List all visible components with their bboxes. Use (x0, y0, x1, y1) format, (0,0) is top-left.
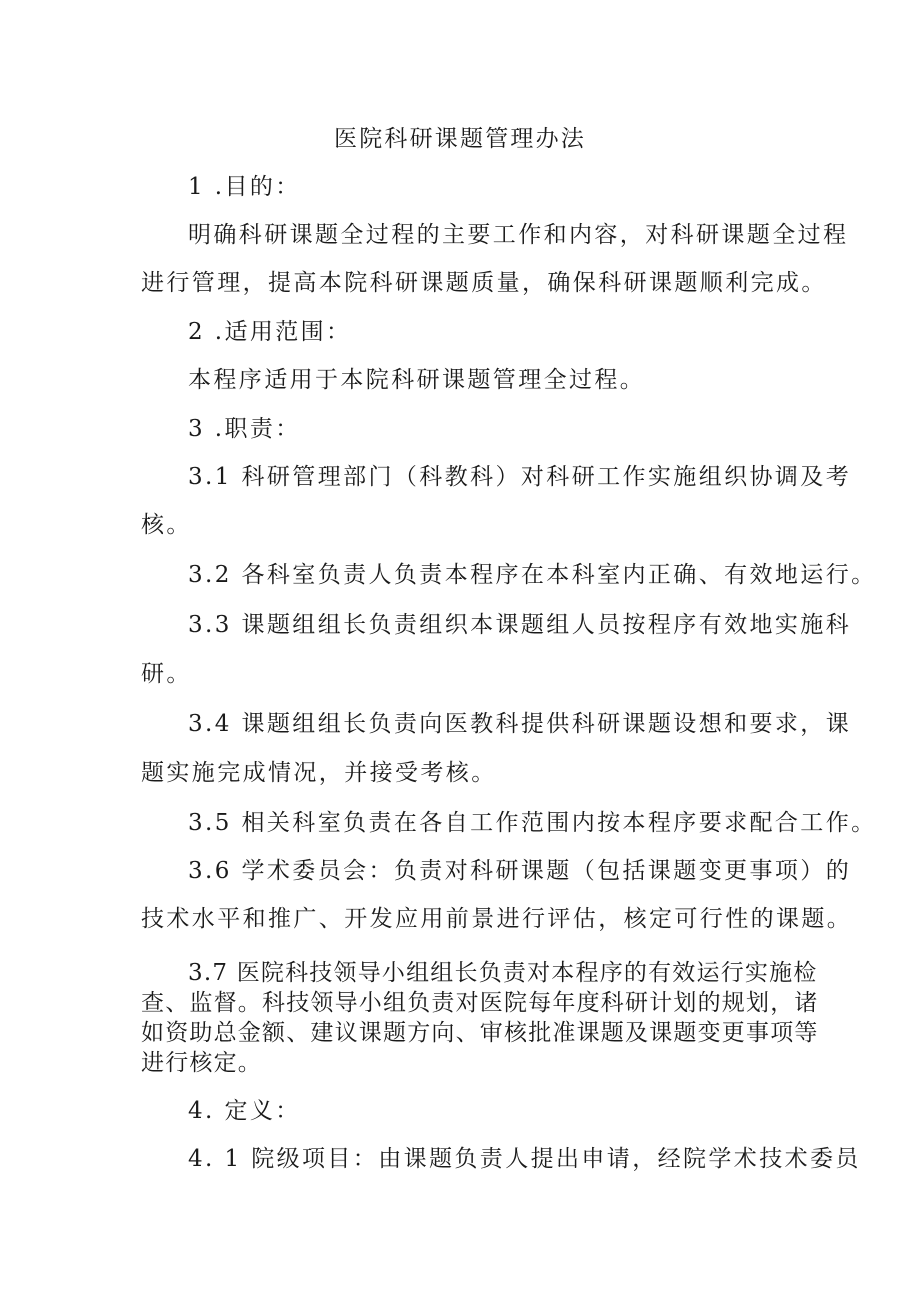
paragraph-line: 技术水平和推广、开发应用前景进行评估，核定可行性的课题。 (141, 906, 853, 932)
section-1-heading: 1 .目的： (188, 174, 301, 200)
paragraph-line: 3.2 各科室负责人负责本程序在本科室内正确、有效地运行。 (188, 562, 877, 588)
paragraph-line: 核。 (141, 512, 192, 538)
section-4-heading: 4. 定义： (188, 1098, 301, 1124)
paragraph-line: 查、监督。科技领导小组负责对医院每年度科研计划的规划，诸 (141, 990, 819, 1016)
paragraph-line: 进行核定。 (141, 1050, 262, 1076)
paragraph-line: 3.7 医院科技领导小组组长负责对本程序的有效运行实施检 (188, 960, 818, 986)
paragraph-line: 4. 1 院级项目：由课题负责人提出申请，经院学术技术委员 (188, 1146, 861, 1172)
paragraph-line: 3.6 学术委员会：负责对科研课题（包括课题变更事项）的 (188, 858, 852, 884)
paragraph-line: 3.1 科研管理部门（科教科）对科研工作实施组织协调及考 (188, 464, 852, 490)
paragraph-line: 3.5 相关科室负责在各自工作范围内按本程序要求配合工作。 (188, 810, 877, 836)
paragraph-line: 进行管理，提高本院科研课题质量，确保科研课题顺利完成。 (141, 270, 827, 296)
section-3-heading: 3 .职责： (188, 416, 301, 442)
paragraph-line: 3.3 课题组组长负责组织本课题组人员按程序有效地实施科 (188, 612, 852, 638)
paragraph-line: 明确科研课题全过程的主要工作和内容，对科研课题全过程 (188, 222, 849, 248)
document-title: 医院科研课题管理办法 (334, 126, 586, 152)
paragraph-line: 3.4 课题组组长负责向医教科提供科研课题设想和要求，课 (188, 711, 852, 737)
paragraph-line: 研。 (141, 661, 192, 687)
section-2-heading: 2 .适用范围： (188, 319, 352, 345)
paragraph-line: 题实施完成情况，并接受考核。 (141, 760, 497, 786)
paragraph-line: 如资助总金额、建议课题方向、审核批准课题及课题变更事项等 (141, 1020, 819, 1046)
paragraph-line: 本程序适用于本院科研课题管理全过程。 (188, 367, 646, 393)
